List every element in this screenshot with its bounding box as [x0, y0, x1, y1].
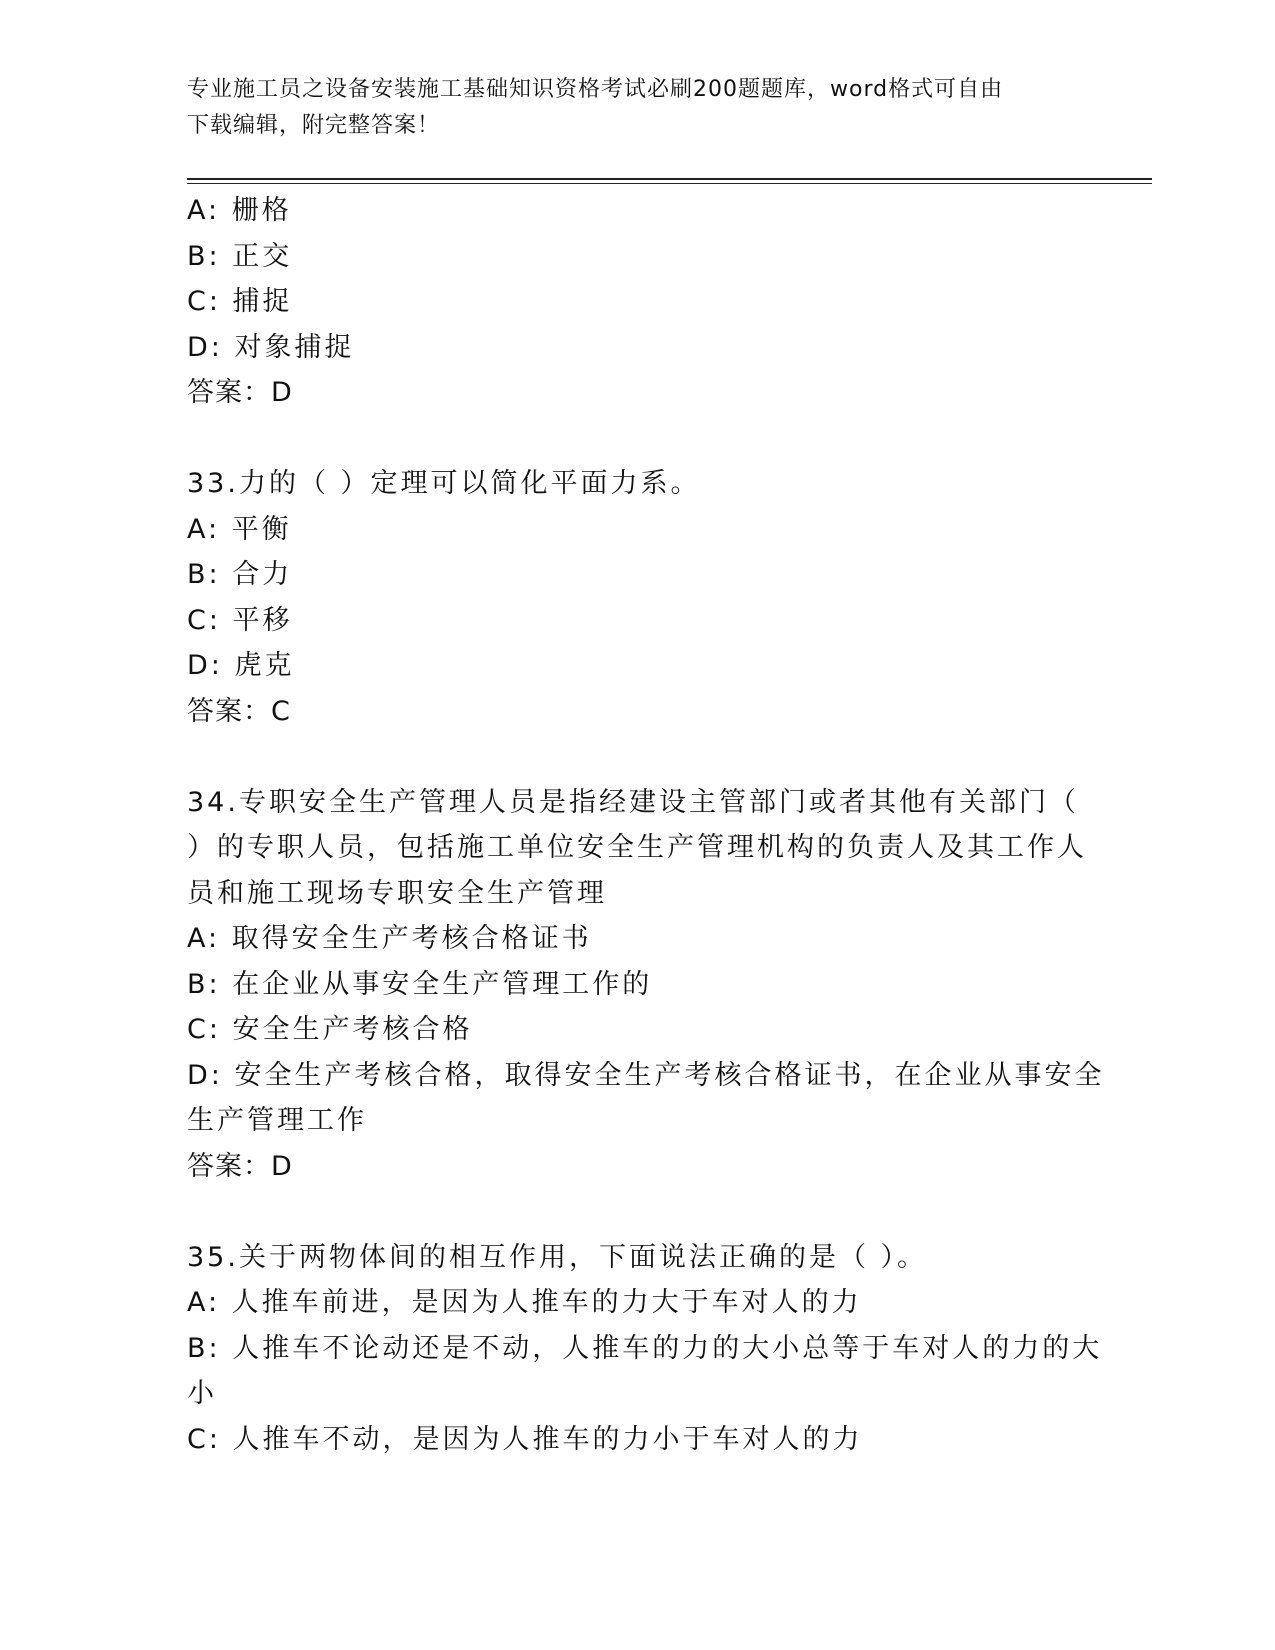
option-c: C: 人推车不动，是因为人推车的力小于车对人的力 — [187, 1423, 863, 1455]
question-33 — [187, 461, 1087, 734]
question-text: 33.力的（ ）定理可以简化平面力系。 — [187, 468, 701, 499]
option-b: B: 合力 — [187, 559, 293, 590]
option-b: B: 在企业从事安全生产管理工作的 — [187, 968, 653, 1000]
header-divider-thin — [187, 183, 1152, 184]
option-d-line-2: 生产管理工作 — [187, 1105, 367, 1136]
answer-line: 答案：D — [187, 1150, 293, 1182]
option-a: A: 栅格 — [187, 195, 292, 226]
option-d: D: 对象捕捉 — [187, 331, 355, 363]
question-text-line-3: 员和施工现场专职安全生产管理 — [187, 877, 607, 909]
spacer — [187, 416, 1087, 462]
question-list — [187, 188, 1105, 1462]
option-c: C: 安全生产考核合格 — [187, 1014, 473, 1045]
option-b: B: 正交 — [187, 240, 293, 272]
option-d: D: 虎克 — [187, 650, 295, 681]
option-b-line-2: 小 — [187, 1378, 217, 1409]
question-text: 35.关于两物体间的相互作用，下面说法正确的是（ ）。 — [187, 1241, 928, 1273]
option-a: A: 平衡 — [187, 513, 292, 545]
option-a: A: 取得安全生产考核合格证书 — [187, 923, 592, 954]
header-line-1: 专业施工员之设备安装施工基础知识资格考试必刷200题题库，word格式可自由 — [187, 77, 1004, 102]
document-header — [187, 72, 1067, 144]
option-a: A: 人推车前进，是因为人推车的力大于车对人的力 — [187, 1287, 862, 1318]
question-34 — [187, 780, 1105, 1190]
header-line-2: 下载编辑，附完整答案！ — [187, 113, 441, 138]
spacer — [187, 1189, 1087, 1235]
option-c: C: 捕捉 — [187, 286, 293, 317]
answer-line: 答案：C — [187, 695, 291, 727]
question-35 — [187, 1235, 1103, 1463]
header-divider — [187, 178, 1152, 180]
question-text-line-1: 34.专职安全生产管理人员是指经建设主管部门或者其他有关部门（ — [187, 786, 1079, 818]
answer-line: 答案：D — [187, 377, 293, 408]
question-32 — [187, 188, 1087, 416]
option-c: C: 平移 — [187, 604, 293, 636]
question-text-line-2: ）的专职人员，包括施工单位安全生产管理机构的负责人及其工作人 — [187, 832, 1087, 863]
option-d-line-1: D: 安全生产考核合格，取得安全生产考核合格证书，在企业从事安全 — [187, 1059, 1105, 1091]
option-b-line-1: B: 人推车不论动还是不动，人推车的力的大小总等于车对人的力的大 — [187, 1332, 1103, 1364]
spacer — [187, 734, 1087, 780]
